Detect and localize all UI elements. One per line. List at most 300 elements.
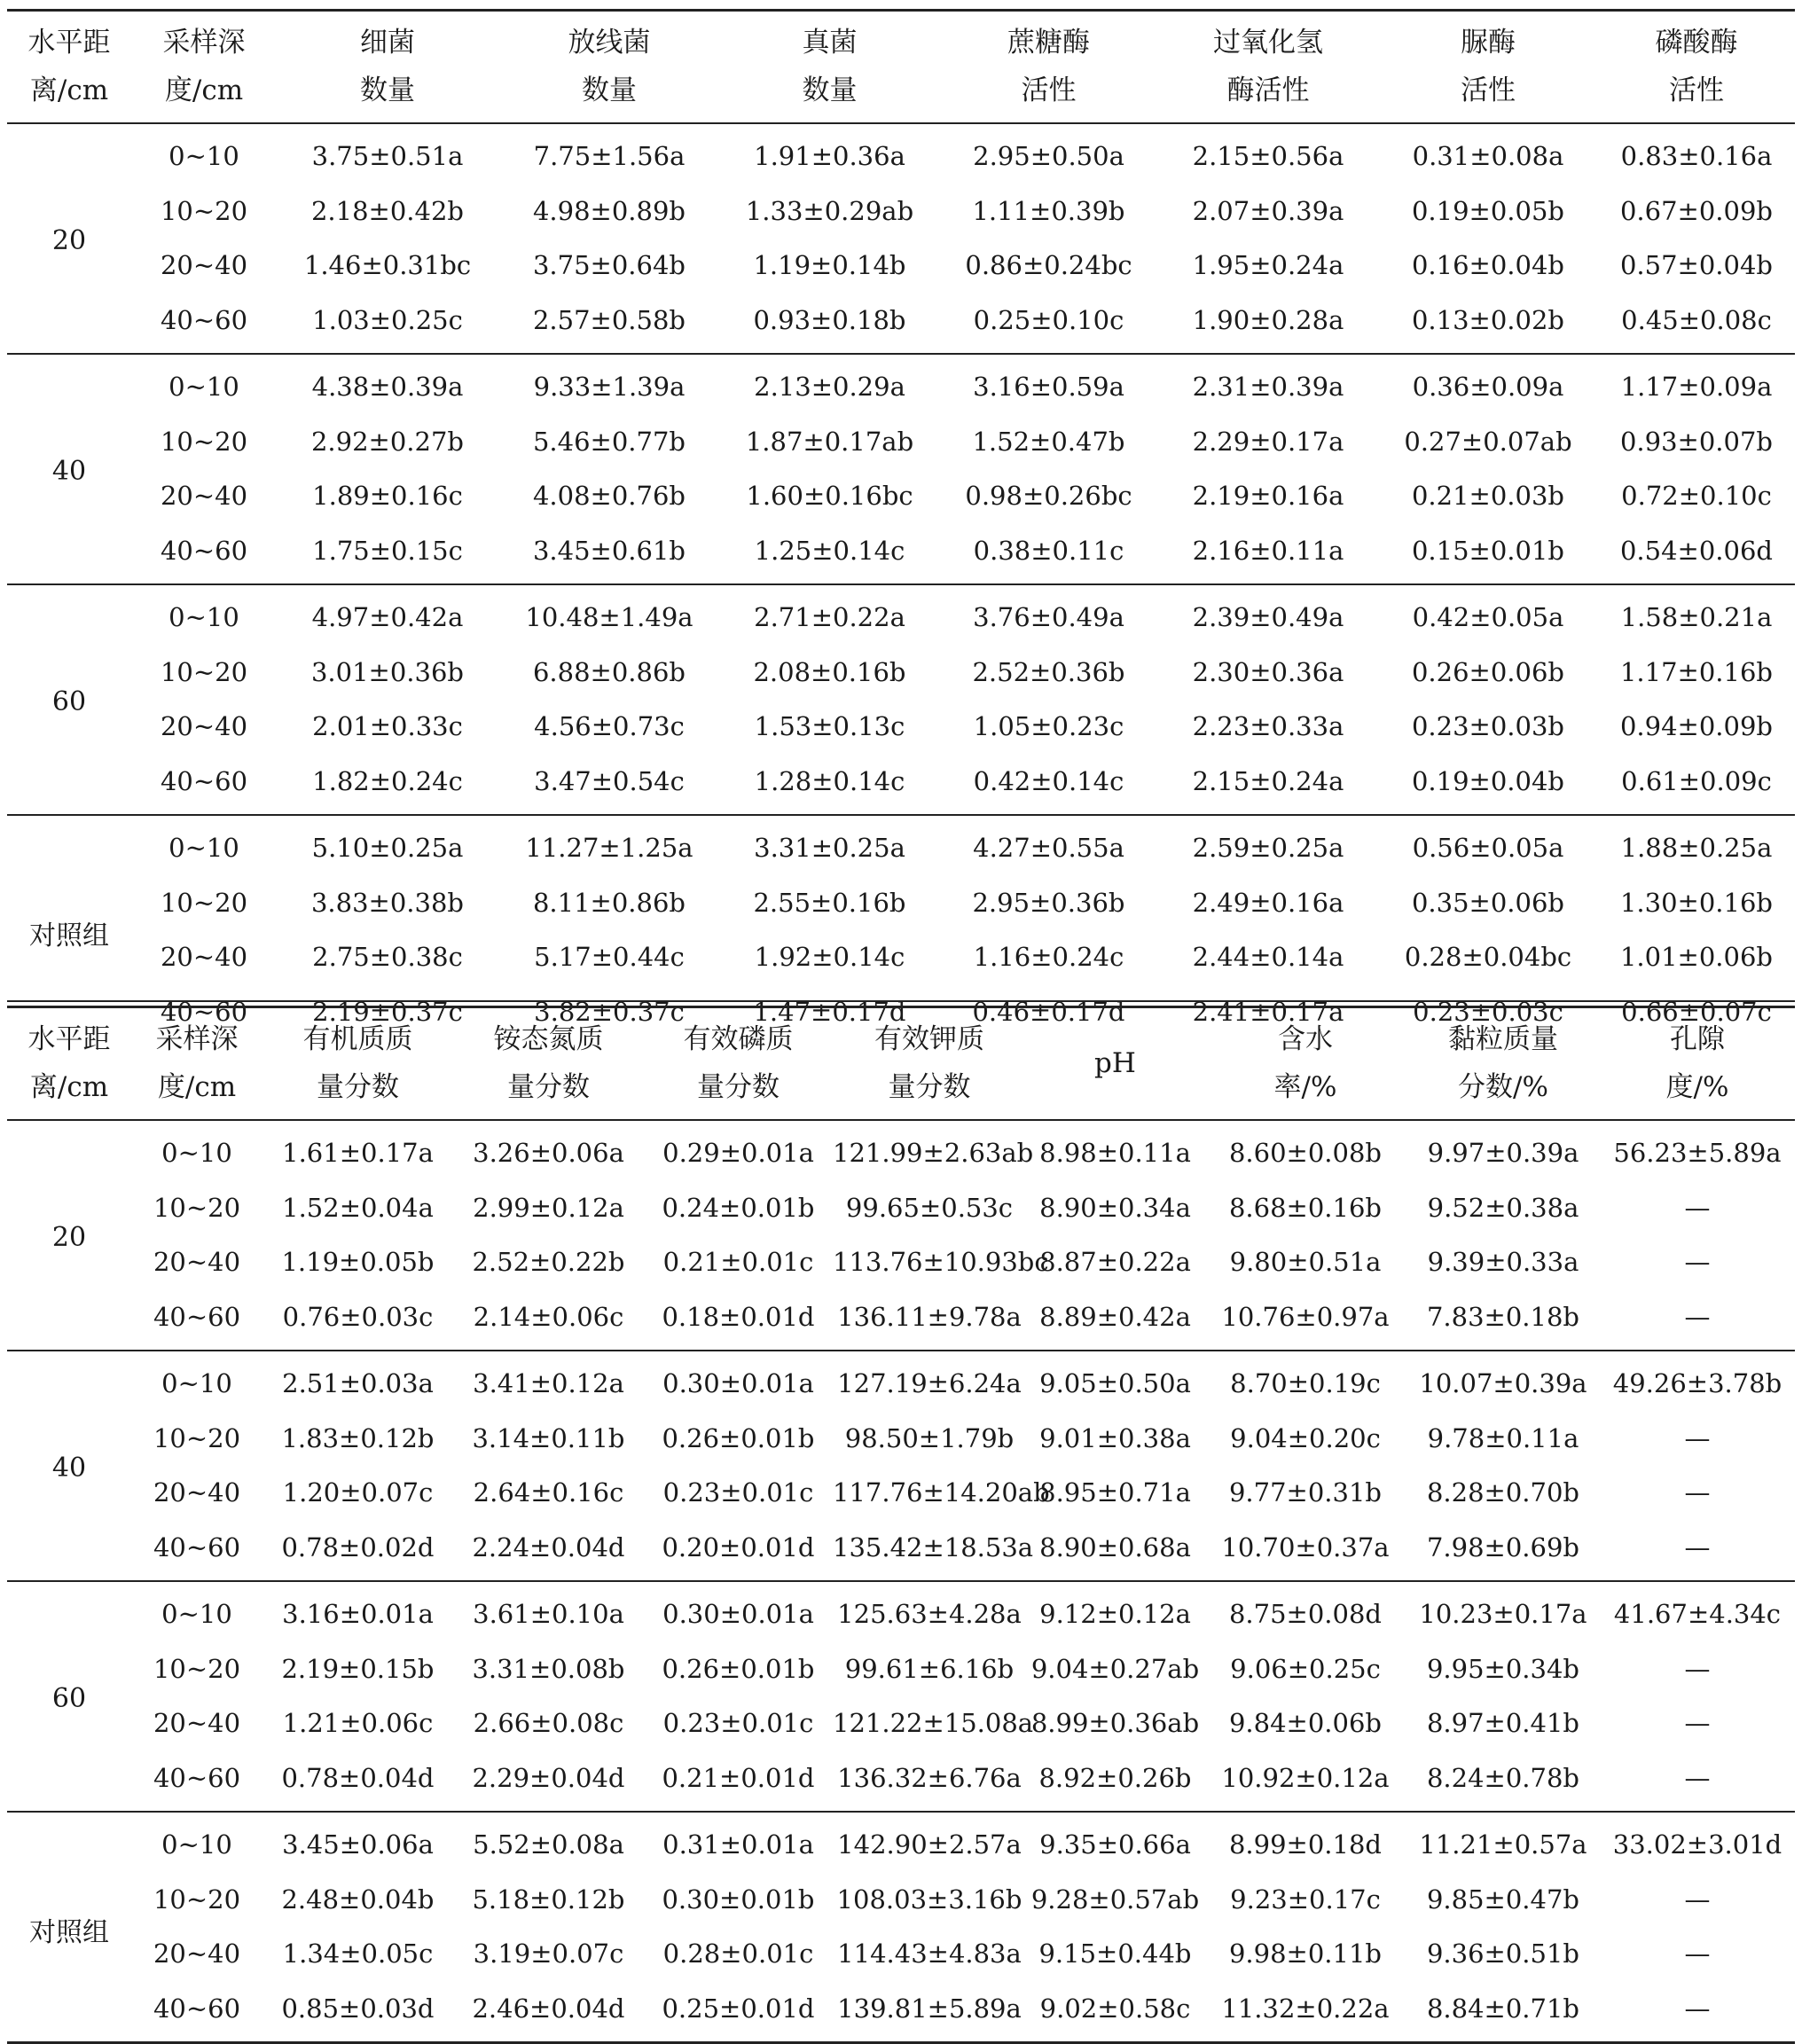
value-cell: 2.41±0.17a (1192, 996, 1344, 1027)
value-cell: 9.36±0.51b (1426, 1938, 1579, 1970)
value-cell: 8.84±0.71b (1426, 1993, 1579, 2024)
column-header-line: 量分数 (888, 1071, 971, 1104)
table-row (7, 1696, 1795, 1751)
value-cell: 1.91±0.36a (754, 141, 905, 172)
value-cell: 1.25±0.14c (754, 535, 905, 566)
value-cell: 0.35±0.06b (1411, 887, 1564, 918)
column-header-line: 水平距 (27, 1023, 111, 1056)
value-cell: 3.16±0.59a (939, 354, 1158, 415)
value-cell: 9.15±0.44b (1038, 1938, 1192, 1970)
value-cell: 142.90±2.57a (833, 1812, 1026, 1873)
value-cell: 0.67±0.09b (1619, 195, 1773, 226)
value-cell: 9.52±0.38a (1427, 1192, 1579, 1223)
value-cell: 0.46±0.17d (972, 996, 1125, 1027)
depth-cell: 40~60 (160, 535, 248, 566)
value-cell: 3.31±0.25a (720, 815, 939, 876)
value-cell: 1.19±0.05b (281, 1247, 435, 1278)
table-row (7, 1581, 1795, 1642)
value-cell: 2.99±0.12a (473, 1192, 624, 1223)
depth-cell: 10~20 (153, 1192, 241, 1223)
value-cell: 9.04±0.27ab (1030, 1653, 1200, 1684)
value-cell: 3.19±0.07c (473, 1938, 624, 1970)
value-cell: 10.07±0.39a (1406, 1351, 1600, 1412)
column-header-line: 数量 (802, 74, 858, 107)
distance-group (7, 354, 1795, 584)
value-cell: 2.46±0.04d (472, 1993, 625, 2024)
soil-properties-table (7, 1006, 1795, 2044)
table-header-row (7, 11, 1795, 123)
depth-cell: 10~20 (160, 426, 248, 457)
value-cell: 3.45±0.06a (262, 1812, 453, 1873)
column-header-line: 活性 (1461, 74, 1516, 107)
value-cell: 8.99±0.36ab (1030, 1708, 1200, 1739)
value-cell: 0.66±0.07c (1621, 996, 1772, 1027)
column-header-line: 脲酶 (1461, 27, 1516, 59)
value-cell: 1.75±0.15c (312, 535, 463, 566)
value-cell: 8.60±0.08b (1228, 1138, 1382, 1169)
table-row (7, 1927, 1795, 1982)
table-row (7, 1411, 1795, 1466)
column-header-line: 磷酸酶 (1655, 27, 1738, 59)
value-cell: 117.76±14.20ab (833, 1477, 1050, 1508)
table-row (7, 1520, 1795, 1581)
value-cell: 0.93±0.07b (1619, 426, 1773, 457)
value-cell: 0.23±0.03c (1413, 996, 1563, 1027)
value-cell: 1.83±0.12b (281, 1422, 435, 1453)
table-divider (7, 1000, 1795, 1002)
value-cell: 0.28±0.01c (662, 1938, 814, 1970)
distance-cell: 60 (7, 1581, 131, 1812)
value-cell: 8.75±0.08d (1204, 1581, 1406, 1642)
value-cell: 121.99±2.63ab (833, 1138, 1034, 1169)
table-row (7, 645, 1795, 700)
value-cell: 9.05±0.50a (1026, 1351, 1204, 1412)
value-cell: 2.57±0.58b (532, 304, 686, 335)
value-cell: 7.83±0.18b (1426, 1301, 1579, 1332)
value-cell: 1.52±0.47b (972, 426, 1125, 457)
table-row (7, 414, 1795, 469)
table-row (7, 754, 1795, 815)
value-cell: 136.11±9.78a (837, 1301, 1022, 1332)
value-cell: 8.99±0.18d (1204, 1812, 1406, 1873)
value-cell: — (1684, 1531, 1711, 1562)
value-cell: 0.30±0.01a (644, 1351, 833, 1412)
column-header-line: 活性 (1021, 74, 1077, 107)
value-cell: 2.49±0.16a (1192, 887, 1344, 918)
column-header-line: 数量 (582, 74, 637, 107)
distance-cell: 40 (7, 354, 131, 584)
value-cell: — (1684, 1762, 1711, 1793)
value-cell: 0.28±0.04bc (1404, 942, 1572, 973)
value-cell: 2.16±0.11a (1192, 535, 1344, 566)
value-cell: 2.71±0.22a (720, 584, 939, 646)
column-header (7, 11, 131, 123)
table-row (7, 930, 1795, 985)
value-cell: 9.39±0.33a (1427, 1247, 1579, 1278)
value-cell: 0.26±0.06b (1411, 656, 1564, 687)
value-cell: 0.42±0.14c (973, 765, 1124, 796)
value-cell: 0.20±0.01d (662, 1531, 815, 1562)
column-header-line: 离/cm (29, 74, 109, 107)
value-cell: 8.95±0.71a (1039, 1477, 1191, 1508)
value-cell: 1.19±0.14b (753, 250, 906, 281)
value-cell: 56.23±5.89a (1613, 1138, 1782, 1169)
value-cell: 2.15±0.24a (1192, 765, 1344, 796)
table-row (7, 354, 1795, 415)
value-cell: 121.22±15.08a (833, 1708, 1034, 1739)
value-cell: 0.24±0.01b (662, 1192, 815, 1223)
distance-group (7, 1351, 1795, 1581)
distance-group (7, 1581, 1795, 1812)
value-cell: 9.77±0.31b (1228, 1477, 1382, 1508)
value-cell: 0.26±0.01b (662, 1653, 815, 1684)
value-cell: 1.52±0.04a (282, 1192, 434, 1223)
value-cell: 8.89±0.42a (1039, 1301, 1191, 1332)
column-header-line: 量分数 (697, 1071, 780, 1104)
value-cell: 2.95±0.50a (973, 141, 1124, 172)
depth-cell: 0~10 (131, 1351, 262, 1412)
value-cell: 2.23±0.33a (1192, 711, 1344, 742)
value-cell: 2.08±0.16b (753, 656, 906, 687)
distance-group (7, 123, 1795, 354)
depth-cell: 10~20 (160, 195, 248, 226)
value-cell: 1.05±0.23c (973, 711, 1124, 742)
value-cell: 0.78±0.02d (281, 1531, 435, 1562)
value-cell: — (1684, 1653, 1711, 1684)
column-header-line: 分数/% (1458, 1071, 1548, 1104)
value-cell: 99.61±6.16b (844, 1653, 1015, 1684)
value-cell: 98.50±1.79b (844, 1422, 1015, 1453)
value-cell: 0.15±0.01b (1411, 535, 1564, 566)
column-header (833, 1007, 1026, 1120)
value-cell: 125.63±4.28a (833, 1581, 1026, 1642)
value-cell: 113.76±10.93bc (833, 1247, 1049, 1278)
value-cell: 0.26±0.01b (662, 1422, 815, 1453)
table-row (7, 1289, 1795, 1351)
value-cell: 9.01±0.38a (1039, 1422, 1191, 1453)
value-cell: 0.94±0.09b (1619, 711, 1773, 742)
value-cell: 5.10±0.25a (277, 815, 498, 876)
value-cell: — (1684, 1247, 1711, 1278)
value-cell: 9.04±0.20c (1230, 1422, 1381, 1453)
value-cell: 0.31±0.01a (644, 1812, 833, 1873)
value-cell: 2.92±0.27b (310, 426, 464, 457)
table-row (7, 293, 1795, 354)
value-cell: 2.66±0.08c (473, 1708, 624, 1739)
value-cell: 8.24±0.78b (1426, 1762, 1579, 1793)
value-cell: 3.83±0.38b (310, 887, 464, 918)
value-cell: 5.46±0.77b (532, 426, 686, 457)
table-row (7, 123, 1795, 184)
table-row (7, 875, 1795, 930)
value-cell: 3.16±0.01a (262, 1581, 453, 1642)
table-row (7, 700, 1795, 755)
column-header (498, 11, 720, 123)
value-cell: — (1684, 1192, 1711, 1223)
value-cell: 0.21±0.01c (662, 1247, 814, 1278)
column-header-line: 孔隙 (1670, 1023, 1725, 1056)
value-cell: 2.19±0.15b (281, 1653, 435, 1684)
value-cell: 2.29±0.04d (472, 1762, 625, 1793)
column-header (1600, 1007, 1795, 1120)
depth-cell: 10~20 (160, 887, 248, 918)
value-cell: 9.33±1.39a (498, 354, 720, 415)
table-row (7, 1872, 1795, 1927)
table-row (7, 1351, 1795, 1412)
value-cell: 2.55±0.16b (753, 887, 906, 918)
value-cell: 9.97±0.39a (1427, 1138, 1579, 1169)
depth-cell: 20~40 (160, 481, 248, 512)
value-cell: 1.33±0.29ab (745, 195, 914, 226)
value-cell: 1.82±0.24c (312, 765, 463, 796)
value-cell: 1.46±0.31bc (303, 250, 472, 281)
value-cell: 2.18±0.42b (310, 195, 464, 226)
distance-cell: 20 (51, 225, 87, 256)
value-cell: 8.11±0.86b (532, 887, 686, 918)
table-row (7, 1120, 1795, 1181)
column-header (131, 1007, 262, 1120)
value-cell: 10.23±0.17a (1406, 1581, 1600, 1642)
value-cell: 2.95±0.36b (972, 887, 1125, 918)
value-cell: 8.98±0.11a (1039, 1138, 1191, 1169)
value-cell: 3.14±0.11b (472, 1422, 625, 1453)
value-cell: 3.47±0.54c (534, 765, 685, 796)
column-header-line: 率/% (1273, 1071, 1337, 1104)
value-cell: 0.19±0.04b (1411, 765, 1564, 796)
value-cell: 0.18±0.01d (662, 1301, 815, 1332)
table-row (7, 469, 1795, 524)
value-cell: 0.16±0.04b (1411, 250, 1564, 281)
column-header (1598, 11, 1795, 123)
value-cell: 0.23±0.01c (662, 1477, 814, 1508)
value-cell: 1.30±0.16b (1619, 887, 1773, 918)
value-cell: 2.01±0.33c (312, 711, 463, 742)
value-cell: 11.27±1.25a (498, 815, 720, 876)
value-cell: 8.90±0.34a (1039, 1192, 1191, 1223)
value-cell: 1.03±0.25c (312, 304, 463, 335)
depth-cell: 20~40 (160, 711, 248, 742)
column-header-line: 离/cm (29, 1071, 109, 1104)
value-cell: — (1684, 1477, 1711, 1508)
depth-cell: 20~40 (153, 1708, 241, 1739)
value-cell: 2.64±0.16c (473, 1477, 624, 1508)
value-cell: 7.98±0.69b (1426, 1531, 1579, 1562)
value-cell: 0.23±0.01c (662, 1708, 814, 1739)
value-cell: 1.17±0.16b (1619, 656, 1773, 687)
value-cell: 0.38±0.11c (973, 535, 1124, 566)
value-cell: 1.11±0.39b (972, 195, 1125, 226)
value-cell: 0.29±0.01a (662, 1138, 814, 1169)
value-cell: 0.30±0.01b (662, 1883, 815, 1915)
value-cell: 108.03±3.16b (836, 1883, 1022, 1915)
depth-cell: 40~60 (153, 1993, 241, 2024)
column-header (720, 11, 939, 123)
distance-cell: 20 (51, 1222, 87, 1253)
value-cell: 3.31±0.08b (472, 1653, 625, 1684)
depth-cell: 0~10 (131, 1812, 262, 1873)
value-cell: 3.45±0.61b (532, 535, 686, 566)
column-header-line: 含水 (1278, 1023, 1333, 1056)
column-header (277, 11, 498, 123)
value-cell: 8.97±0.41b (1426, 1708, 1579, 1739)
value-cell: 10.92±0.12a (1221, 1762, 1390, 1793)
value-cell: 136.32±6.76a (837, 1762, 1022, 1793)
depth-cell: 0~10 (168, 141, 239, 172)
value-cell: 1.17±0.09a (1598, 354, 1795, 415)
value-cell: 0.72±0.10c (1621, 481, 1772, 512)
value-cell: 0.45±0.08c (1621, 304, 1772, 335)
value-cell: 11.21±0.57a (1406, 1812, 1600, 1873)
value-cell: 1.88±0.25a (1598, 815, 1795, 876)
value-cell: 49.26±3.78b (1600, 1351, 1795, 1412)
depth-cell: 0~10 (131, 815, 277, 876)
depth-cell: 10~20 (153, 1422, 241, 1453)
column-header (262, 1007, 453, 1120)
value-cell: 0.56±0.05a (1378, 815, 1598, 876)
distance-cell: 对照组 (7, 1812, 131, 2043)
value-cell: 5.18±0.12b (472, 1883, 625, 1915)
value-cell: 2.19±0.16a (1192, 481, 1344, 512)
value-cell: 8.70±0.19c (1204, 1351, 1406, 1412)
column-header-line: 放线菌 (568, 27, 651, 59)
column-header-line: 酶活性 (1226, 74, 1310, 107)
value-cell: 4.56±0.73c (534, 711, 685, 742)
value-cell: 1.58±0.21a (1598, 584, 1795, 646)
column-header-line: 量分数 (317, 1071, 399, 1104)
table-header-row (7, 1007, 1795, 1120)
depth-cell: 20~40 (160, 250, 248, 281)
value-cell: 0.31±0.08a (1412, 141, 1564, 172)
value-cell: 0.76±0.03c (282, 1301, 434, 1332)
table-row (7, 1641, 1795, 1696)
column-header-line: 黏粒质量 (1448, 1023, 1558, 1056)
column-header-line: 细菌 (360, 27, 415, 59)
value-cell: 9.02±0.58c (1039, 1993, 1191, 2024)
column-header (7, 1007, 131, 1120)
value-cell: 8.87±0.22a (1039, 1247, 1191, 1278)
value-cell: 2.19±0.37c (312, 996, 463, 1027)
value-cell: 0.57±0.04b (1619, 250, 1773, 281)
value-cell: 2.52±0.22b (472, 1247, 625, 1278)
value-cell: 7.75±1.56a (533, 141, 686, 172)
value-cell: 0.21±0.01d (662, 1762, 815, 1793)
value-cell: 0.83±0.16a (1620, 141, 1773, 172)
depth-cell: 10~20 (160, 656, 248, 687)
depth-cell: 40~60 (160, 996, 248, 1027)
value-cell: 9.78±0.11a (1427, 1422, 1579, 1453)
value-cell: 4.08±0.76b (532, 481, 686, 512)
value-cell: 8.90±0.68a (1039, 1531, 1191, 1562)
value-cell: 0.78±0.04d (281, 1762, 435, 1793)
value-cell: 139.81±5.89a (837, 1993, 1022, 2024)
distance-cell: 60 (7, 584, 131, 815)
value-cell: 9.80±0.51a (1229, 1247, 1382, 1278)
value-cell: 1.20±0.07c (282, 1477, 434, 1508)
value-cell: 1.89±0.16c (312, 481, 463, 512)
value-cell: 1.95±0.24a (1192, 250, 1344, 281)
value-cell: 99.65±0.53c (845, 1192, 1014, 1223)
column-header (131, 11, 277, 123)
value-cell: 11.32±0.22a (1221, 1993, 1390, 2024)
value-cell: 0.42±0.05a (1378, 584, 1598, 646)
value-cell: 1.47±0.17d (753, 996, 906, 1027)
depth-cell: 20~40 (153, 1938, 241, 1970)
distance-group (7, 1120, 1795, 1351)
value-cell: 9.85±0.47b (1426, 1883, 1579, 1915)
column-header-line: 水平距 (27, 27, 111, 59)
depth-cell: 10~20 (153, 1653, 241, 1684)
column-header-line: 蔗糖酶 (1007, 27, 1090, 59)
depth-cell: 0~10 (131, 584, 277, 646)
value-cell: 9.12±0.12a (1026, 1581, 1204, 1642)
depth-cell: 20~40 (153, 1247, 241, 1278)
value-cell: 114.43±4.83a (837, 1938, 1022, 1970)
value-cell: 2.39±0.49a (1158, 584, 1378, 646)
value-cell: 2.24±0.04d (472, 1531, 625, 1562)
value-cell: 1.34±0.05c (282, 1938, 434, 1970)
column-header-line: 有效钾质 (874, 1023, 984, 1056)
column-header (1204, 1007, 1406, 1120)
column-header-line: 真菌 (802, 27, 858, 59)
column-header (1406, 1007, 1600, 1120)
column-header-line: 有机质质 (302, 1023, 413, 1056)
value-cell: 3.41±0.12a (453, 1351, 644, 1412)
value-cell: 8.68±0.16b (1228, 1192, 1382, 1223)
column-header (1378, 11, 1598, 123)
column-header (644, 1007, 833, 1120)
column-header-line: 数量 (360, 74, 415, 107)
table-row (7, 239, 1795, 294)
value-cell: 0.13±0.02b (1411, 304, 1564, 335)
value-cell: 1.21±0.06c (282, 1708, 434, 1739)
value-cell: — (1684, 1993, 1711, 2024)
value-cell: 10.48±1.49a (498, 584, 720, 646)
value-cell: 0.25±0.01d (662, 1993, 815, 2024)
value-cell: 2.52±0.36b (972, 656, 1125, 687)
value-cell: 0.98±0.26bc (965, 481, 1132, 512)
depth-cell: 20~40 (153, 1477, 241, 1508)
value-cell: 9.84±0.06b (1228, 1708, 1382, 1739)
column-header (1026, 1007, 1204, 1120)
table-row (7, 1750, 1795, 1812)
value-cell: 0.23±0.03b (1411, 711, 1564, 742)
depth-cell: 20~40 (160, 942, 248, 973)
value-cell: 4.98±0.89b (532, 195, 686, 226)
value-cell: 9.28±0.57ab (1030, 1883, 1200, 1915)
table-row (7, 1812, 1795, 1873)
table-row (7, 584, 1795, 646)
table-row (7, 815, 1795, 876)
value-cell: 2.13±0.29a (720, 354, 939, 415)
column-header-line: 量分数 (507, 1071, 590, 1104)
value-cell: 4.38±0.39a (277, 354, 498, 415)
value-cell: 1.90±0.28a (1192, 304, 1344, 335)
value-cell: 8.92±0.26b (1038, 1762, 1192, 1793)
value-cell: 3.75±0.51a (311, 141, 464, 172)
value-cell: 4.97±0.42a (277, 584, 498, 646)
value-cell: 9.23±0.17c (1230, 1883, 1381, 1915)
depth-cell: 40~60 (153, 1762, 241, 1793)
column-header-line: 过氧化氢 (1213, 27, 1323, 59)
value-cell: 9.95±0.34b (1426, 1653, 1579, 1684)
table-row (7, 1981, 1795, 2042)
depth-cell: 40~60 (153, 1531, 241, 1562)
value-cell: 127.19±6.24a (833, 1351, 1026, 1412)
value-cell: 0.27±0.07ab (1404, 426, 1572, 457)
table-row (7, 184, 1795, 239)
value-cell: 8.28±0.70b (1426, 1477, 1579, 1508)
depth-cell: 0~10 (131, 354, 277, 415)
